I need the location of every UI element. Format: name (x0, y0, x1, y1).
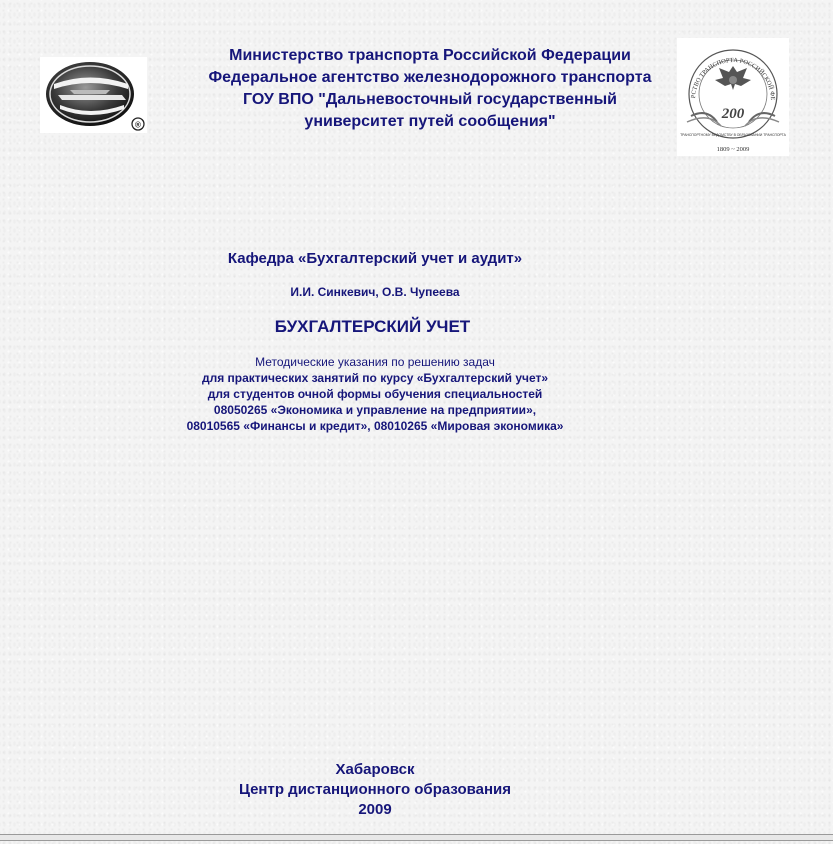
footer-city: Хабаровск (335, 761, 415, 778)
document-title: БУХГАЛТЕРСКИЙ УЧЕТ (274, 317, 471, 336)
footer-center: Центр дистанционного образования (238, 781, 512, 798)
seal-number: 200 (721, 106, 745, 122)
header-line-university-2: университет путей сообщения" (304, 113, 556, 130)
ministry-seal-icon (677, 38, 789, 156)
double-eagle-icon (715, 66, 751, 90)
seal-ring-text: РСТВО ТРАНСПОРТА РОССИЙСКОЙ ФЕ (690, 56, 777, 101)
header-line-agency: Федеральное агентство железнодорожного транспорта (208, 69, 652, 86)
footer-year: 2009 (358, 801, 392, 818)
svg-text:МИНИСТЕРСТВО ТРАНСПОРТА РОССИЙ (677, 38, 776, 101)
description-line-5: 08010565 «Финансы и кредит», 08010265 «Мировая экономика» (186, 419, 564, 433)
description-line-3: для студентов очной формы обучения специальностей (207, 387, 543, 401)
imprint-footer (175, 760, 575, 820)
header-line-university-1: ГОУ ВПО "Дальневосточный государственный (242, 91, 617, 108)
university-logo (40, 57, 147, 133)
document-description (130, 354, 620, 434)
bottom-divider (0, 834, 833, 841)
ministry-header (150, 45, 710, 133)
seal-years: 1809 ~ 2009 (716, 146, 750, 153)
authors: И.И. Синкевич, О.В. Чупеева (290, 285, 460, 299)
description-line-2: для практических занятий по курсу «Бухгалтерский учет» (201, 371, 549, 385)
anniversary-seal (677, 38, 789, 156)
registered-mark: ® (135, 120, 141, 130)
description-line-4: 08050265 «Экономика и управление на предприятии», (213, 403, 537, 417)
seal-caption: ТРАНСПОРТНОМУ ВЕДОМСТВУ В ОБРАЗОВАНИИ ТРАНСПОРТА (680, 133, 786, 137)
department-name: Кафедра «Бухгалтерский учет и аудит» (227, 250, 523, 267)
description-line-1: Методические указания по решению задач (255, 355, 495, 369)
railway-emblem-icon (40, 57, 147, 133)
header-line-ministry: Министерство транспорта Российской Федерации (229, 47, 631, 64)
